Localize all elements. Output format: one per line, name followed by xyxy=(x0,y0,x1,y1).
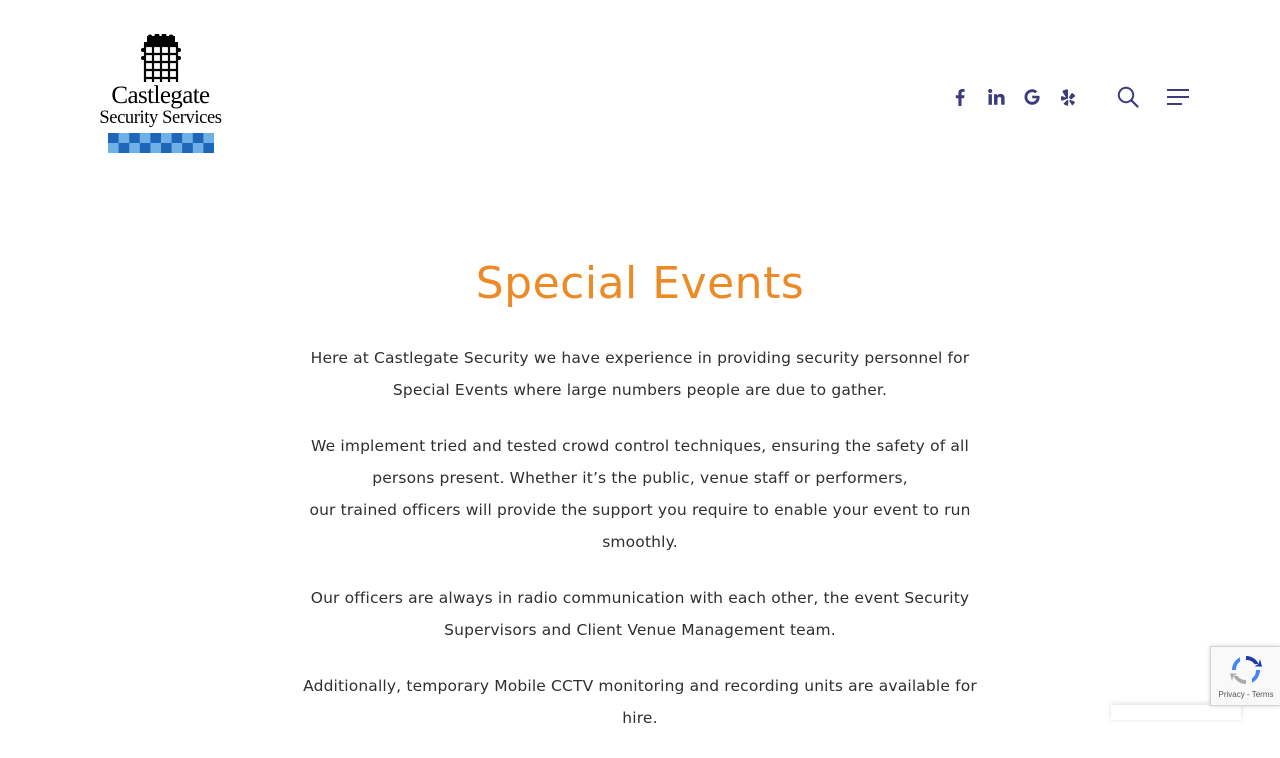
trained-officers-paragraph: our trained officers will provide the support you require to enable your event to run smoothly. xyxy=(309,501,971,551)
main-content xyxy=(290,250,990,758)
cookie-consent-tab[interactable] xyxy=(1111,705,1241,720)
recaptcha-icon xyxy=(1229,653,1263,687)
yelp-icon[interactable] xyxy=(1055,84,1081,110)
search-icon[interactable] xyxy=(1115,84,1141,110)
crowd-control-paragraph: We implement tried and tested crowd control techniques, ensuring the safety of all persons present. Whether it’s the public, venue staff or performers, xyxy=(311,437,969,487)
menu-icon[interactable] xyxy=(1166,84,1192,110)
facebook-icon[interactable] xyxy=(947,84,973,110)
google-icon[interactable] xyxy=(1019,84,1045,110)
intro-paragraph: Here at Castlegate Security we have experience in providing security personnel for Special Events where large numbers people are due to gather. xyxy=(310,349,970,399)
recaptcha-badge[interactable] xyxy=(1210,646,1280,706)
header-icon-bar xyxy=(946,84,1196,110)
page-title: Special Events xyxy=(475,258,805,309)
site-logo[interactable] xyxy=(88,34,233,156)
site-header xyxy=(0,0,1280,190)
radio-communication-paragraph: Our officers are always in radio communication with each other, the event Security Supervisors and Client Venue Management team. xyxy=(310,589,970,639)
cctv-paragraph: Additionally, temporary Mobile CCTV monitoring and recording units are available for hire. xyxy=(303,677,977,727)
logo-subtitle: Security Services xyxy=(99,108,222,128)
recaptcha-links[interactable]: Privacy - Terms xyxy=(1218,690,1274,699)
linkedin-icon[interactable] xyxy=(983,84,1009,110)
logo-title: Castlegate xyxy=(111,82,210,109)
